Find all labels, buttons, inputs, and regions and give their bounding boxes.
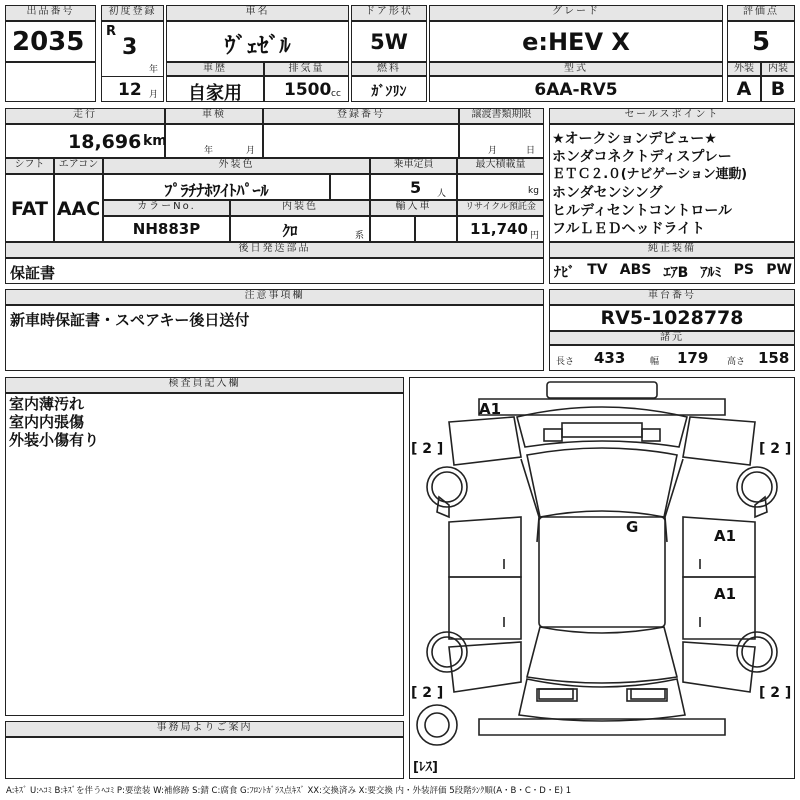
length-value: 433 (594, 349, 626, 367)
color-no-label: カラーNo. (103, 200, 230, 216)
door-label: ドア形状 (351, 5, 427, 21)
color-no-value: NH883P (132, 220, 201, 238)
sales-point: ホンダセンシング (552, 185, 663, 201)
exterior-label: 外装 (727, 62, 761, 76)
inspector-note: 外装小傷有り (9, 431, 100, 449)
spare-tire: [ﾚｽ] (413, 760, 438, 775)
import-box-b (415, 216, 457, 242)
equip-item: ｴｱB (663, 265, 689, 281)
shift-value: FAT (11, 198, 48, 220)
inspection-label: 車検 (165, 108, 263, 124)
history-value: 自家用 (188, 83, 242, 104)
width-value: 179 (677, 349, 709, 367)
kg-unit: kg (528, 186, 539, 196)
equip-item: ABS (619, 262, 652, 278)
chassis-label: 車台番号 (549, 289, 795, 305)
int-color-value: ｸﾛ (282, 222, 298, 240)
legend: A:ｷｽﾞ U:ﾍｺﾐ B:ｷｽﾞを伴うﾍｺﾐ P:要塗装 W:補修跡 S:錆 C:腐食 G:ﾌﾛﾝﾄｶﾞﾗｽ点ｷｽﾞ XX:交換済み X:要交換 内・外装評価 5段階ﾗﾝｸ順(A・B・C・D・E) 1 (6, 786, 572, 796)
equip-item: TV (587, 262, 608, 278)
year-unit: 年 (149, 65, 159, 75)
inspector-label: 検査員記入欄 (5, 377, 404, 393)
import-box-a (370, 216, 415, 242)
transfer-month-unit: 月 (488, 146, 498, 156)
equip-item: ｱﾙﾐ (700, 265, 722, 281)
damage-mark-right-front-door: A1 (714, 527, 737, 545)
length-label: 長さ (556, 357, 575, 367)
ext-color-extra-box (330, 174, 370, 200)
inspector-notes (9, 395, 99, 449)
inspection-year-unit: 年 (204, 146, 214, 156)
lot-blank (5, 62, 96, 102)
aircon-value: AAC (56, 198, 101, 220)
fuel-value: ｶﾞｿﾘﾝ (371, 84, 407, 100)
sales-point: ヒルディセントコントロール (552, 203, 733, 219)
caution-label: 注意事項欄 (5, 289, 544, 305)
tire-front-right: [ 2 ] (759, 441, 792, 457)
exterior-grade: A (736, 78, 752, 100)
km-unit: km (143, 133, 167, 149)
month-unit: 月 (149, 90, 159, 100)
score-label: 評価点 (727, 5, 795, 21)
first-reg-month: 12 (118, 80, 142, 100)
ext-color-label: 外装色 (103, 158, 370, 174)
recycle-label: リサイクル預託金 (457, 200, 544, 216)
interior-label: 内装 (761, 62, 795, 76)
model-type-label: 型式 (429, 62, 723, 76)
grade-label: グレード (429, 5, 723, 21)
office-box (5, 737, 404, 779)
reg-no-box (263, 124, 459, 158)
kei-unit: 系 (355, 231, 365, 241)
damage-mark-right-rear-door: A1 (714, 585, 737, 603)
fuel-label: 燃料 (351, 62, 427, 76)
later-parts-box (5, 258, 544, 284)
recycle-value: 11,740 (470, 220, 528, 238)
car-name: ｳﾞｪｾﾞﾙ (224, 34, 291, 59)
capacity-value: 5 (410, 178, 422, 197)
first-reg-label: 初度登録 (101, 5, 164, 21)
car-diagram (409, 377, 795, 779)
ext-color-value: ﾌﾟﾗﾁﾅﾎﾜｲﾄﾊﾟｰﾙ (164, 181, 269, 200)
mileage-label: 走行 (5, 108, 165, 124)
history-label: 車歴 (166, 62, 264, 76)
aircon-label: エアコン (54, 158, 103, 174)
sales-point: ホンダコネクトディスプレー (552, 149, 732, 165)
height-value: 158 (758, 349, 790, 367)
person-unit: 人 (437, 189, 447, 199)
car-name-label: 車名 (166, 5, 349, 21)
sales-points-list (552, 130, 794, 238)
inspector-note: 室内内張傷 (9, 413, 85, 431)
equip-item: PW (766, 262, 792, 278)
displacement-value: 1500 (284, 80, 332, 100)
equip-item: ﾅﾋﾞ (554, 265, 575, 281)
inspection-month-unit: 月 (246, 146, 256, 156)
height-label: 高さ (727, 357, 746, 367)
transfer-day-unit: 日 (526, 146, 536, 156)
damage-mark-windshield: G (626, 518, 639, 536)
tire-rear-left: [ 2 ] (411, 685, 444, 701)
caution-text: 新車時保証書・スペアキー後日送付 (10, 311, 250, 329)
sales-points-label: セールスポイント (549, 108, 795, 124)
cc-unit: cc (331, 89, 341, 99)
displacement-label: 排気量 (264, 62, 349, 76)
chassis-number: RV5-1028778 (600, 307, 744, 329)
std-equip-label: 純正装備 (549, 242, 795, 258)
era-letter: R (106, 24, 117, 39)
int-color-label: 内装色 (230, 200, 370, 216)
lot-number: 2035 (12, 27, 85, 57)
sales-point: ＥＴＣ２.０(ナビゲーション連動) (552, 167, 747, 182)
grade-value: e:HEV X (522, 28, 630, 56)
lot-label: 出品番号 (5, 5, 96, 21)
score-value: 5 (751, 27, 771, 57)
shift-label: シフト (5, 158, 54, 174)
first-reg-year: 3 (122, 35, 138, 60)
office-label: 事務局よりご案内 (5, 721, 404, 737)
later-parts-label: 後日発送部品 (5, 242, 544, 258)
reg-no-label: 登録番号 (263, 108, 459, 124)
door-type: 5W (370, 30, 408, 54)
model-type-value: 6AA-RV5 (534, 80, 618, 100)
width-label: 幅 (650, 357, 660, 367)
max-load-label: 最大積載量 (457, 158, 544, 174)
tire-rear-right: [ 2 ] (759, 685, 792, 701)
transfer-doc-label: 譲渡書類期限 (459, 108, 544, 124)
sales-point: ★オークションデビュー★ (552, 131, 717, 147)
equip-item: PS (733, 262, 755, 278)
specs-label: 諸元 (549, 331, 795, 345)
mileage-value: 18,696 (68, 131, 142, 153)
import-label: 輸入車 (370, 200, 457, 216)
yen-unit: 円 (530, 231, 540, 241)
inspector-note: 室内薄汚れ (9, 395, 85, 413)
capacity-label: 乗車定員 (370, 158, 457, 174)
tire-front-left: [ 2 ] (411, 441, 444, 457)
sales-point: フルＬＥＤヘッドライト (552, 221, 706, 237)
later-parts-value: 保証書 (10, 264, 56, 282)
damage-mark-hood: A1 (479, 400, 502, 418)
equipment-list (554, 262, 792, 282)
interior-grade: B (770, 78, 786, 100)
